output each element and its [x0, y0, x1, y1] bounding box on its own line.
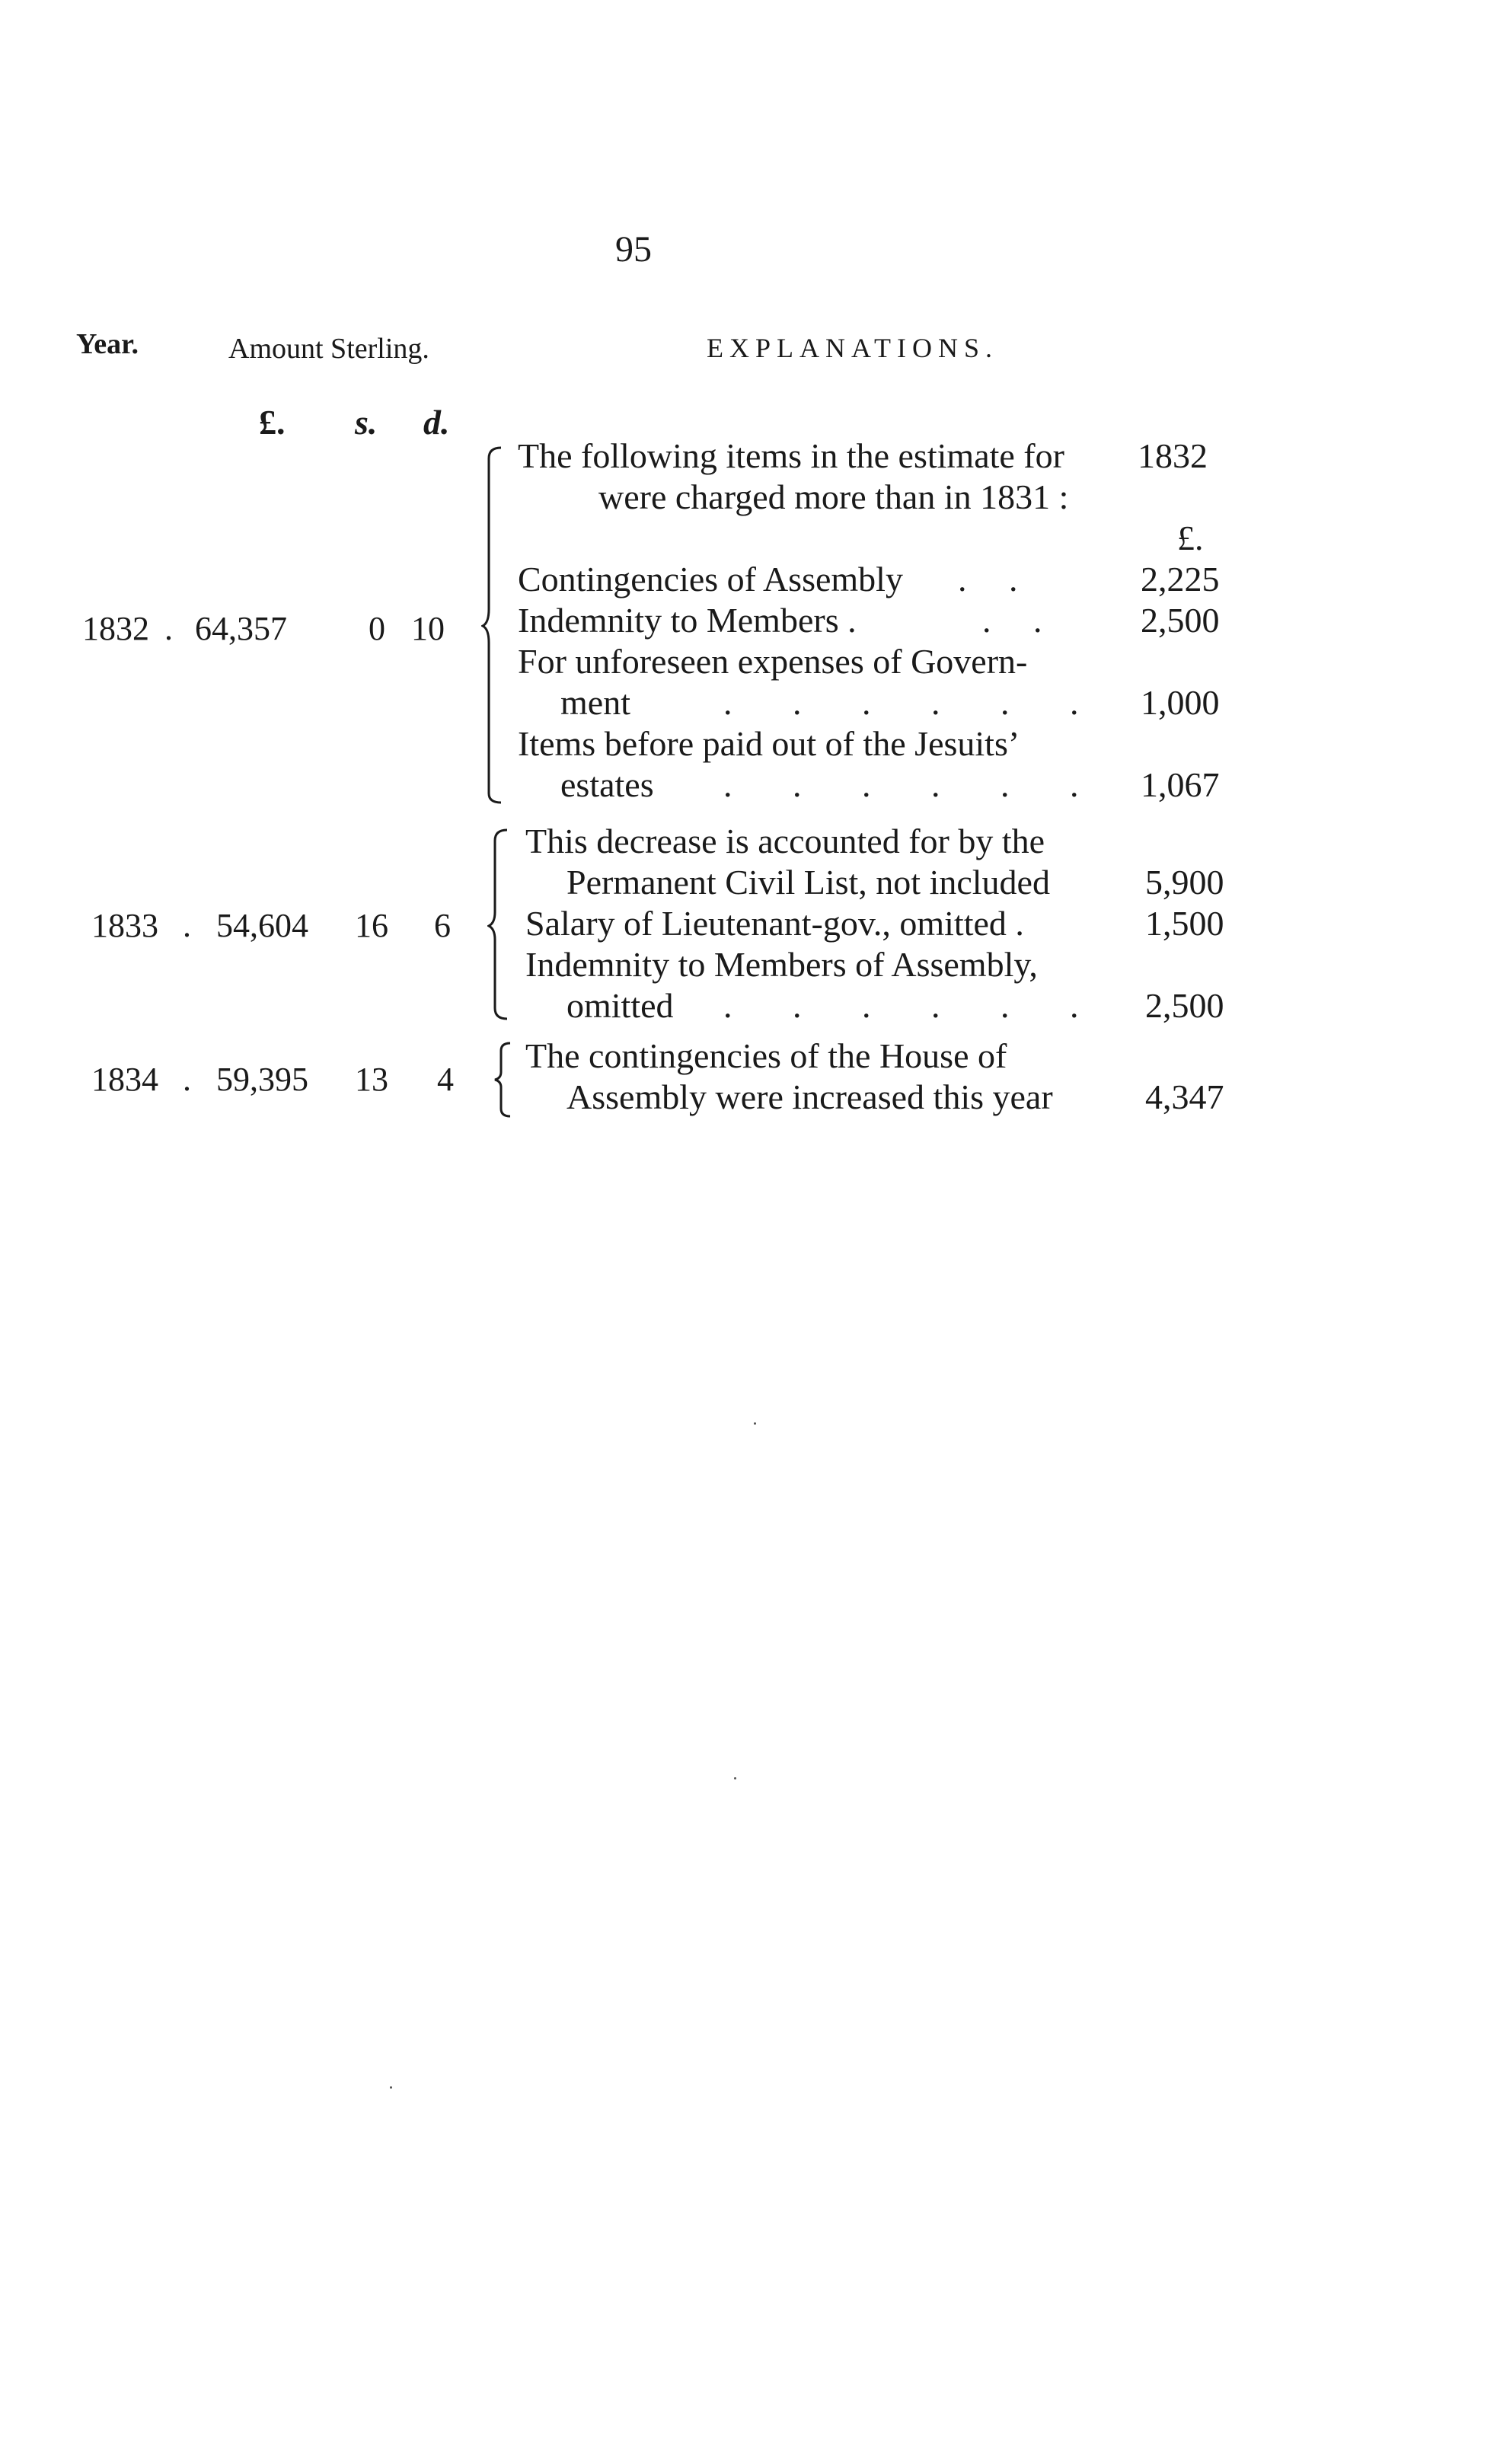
pence-unit-label: d.: [423, 403, 450, 442]
explanation-item-text: Assembly were increased this year: [566, 1077, 1053, 1116]
explanation-item-amount: 2,500: [1145, 986, 1224, 1025]
brace-1833: [487, 828, 518, 1020]
entry-year-dot: .: [183, 907, 191, 944]
page-number: 95: [615, 229, 652, 270]
explanation-item-dots: . .: [958, 560, 1035, 598]
entry-pounds: 59,395: [216, 1061, 308, 1098]
explanation-item-text: This decrease is accounted for by the: [525, 822, 1045, 860]
explanation-item-text: Indemnity to Members of Assembly,: [525, 945, 1038, 984]
entry-pence: 4: [437, 1061, 454, 1098]
explanation-item-text: Indemnity to Members .: [518, 601, 857, 640]
entry-year: 1832: [82, 610, 149, 647]
entry-shillings: 13: [355, 1061, 388, 1098]
entry-pence: 6: [434, 907, 451, 944]
pounds-unit-label: £.: [259, 403, 286, 442]
explanation-item-amount: 2,225: [1141, 560, 1220, 598]
entry-pounds: 64,357: [195, 610, 287, 647]
explanation-intro-line1: The following items in the estimate for: [518, 436, 1064, 475]
explanation-item-text: omitted: [566, 986, 674, 1025]
explanation-item-text: The contingencies of the House of: [525, 1036, 1007, 1075]
entry-pence: 10: [411, 610, 445, 647]
explanation-item-text: estates: [560, 765, 654, 804]
scan-speck: [390, 2086, 392, 2089]
explanation-column-unit: £.: [1177, 519, 1204, 557]
entry-year: 1834: [91, 1061, 158, 1098]
explanation-item-amount: 2,500: [1141, 601, 1220, 640]
entry-year-dot: .: [183, 1061, 191, 1098]
entry-shillings: 0: [369, 610, 385, 647]
explanation-item-text: ment: [560, 683, 630, 722]
entry-shillings: 16: [355, 907, 388, 944]
shillings-unit-label: s.: [355, 403, 378, 442]
brace-1832: [481, 446, 512, 804]
explanation-item-amount: 5,900: [1145, 863, 1224, 902]
explanation-item-text: Salary of Lieutenant-gov., omitted .: [525, 904, 1024, 943]
year-column-header: Year.: [76, 328, 139, 360]
explanation-item-amount: 1,067: [1141, 765, 1220, 804]
explanation-item-dots: . . . . . .: [723, 765, 1105, 804]
explanation-item-amount: 1,500: [1145, 904, 1224, 943]
entry-pounds: 54,604: [216, 907, 308, 944]
explanation-item-dots: . .: [982, 601, 1059, 640]
entry-year: 1833: [91, 907, 158, 944]
explanation-item-text: Permanent Civil List, not included: [566, 863, 1050, 902]
explanation-item-text: For unforeseen expenses of Govern-: [518, 642, 1028, 681]
explanation-item-dots: . . . . . .: [723, 986, 1105, 1025]
explanation-item-dots: . . . . . .: [723, 683, 1105, 722]
brace-1834: [493, 1042, 516, 1118]
scan-speck: [754, 1422, 756, 1425]
entry-year-dot: .: [164, 610, 173, 647]
amount-column-header: Amount Sterling.: [228, 333, 429, 365]
explanation-item-text: Items before paid out of the Jesuits’: [518, 724, 1020, 763]
scan-speck: [734, 1777, 736, 1779]
explanation-intro-year: 1832: [1138, 436, 1208, 475]
explanation-intro-line2: were charged more than in 1831 :: [598, 477, 1069, 516]
explanation-item-text: Contingencies of Assembly: [518, 560, 903, 598]
explanation-item-amount: 4,347: [1145, 1077, 1224, 1116]
explanation-item-amount: 1,000: [1141, 683, 1220, 722]
explanations-column-header: EXPLANATIONS.: [707, 333, 998, 363]
